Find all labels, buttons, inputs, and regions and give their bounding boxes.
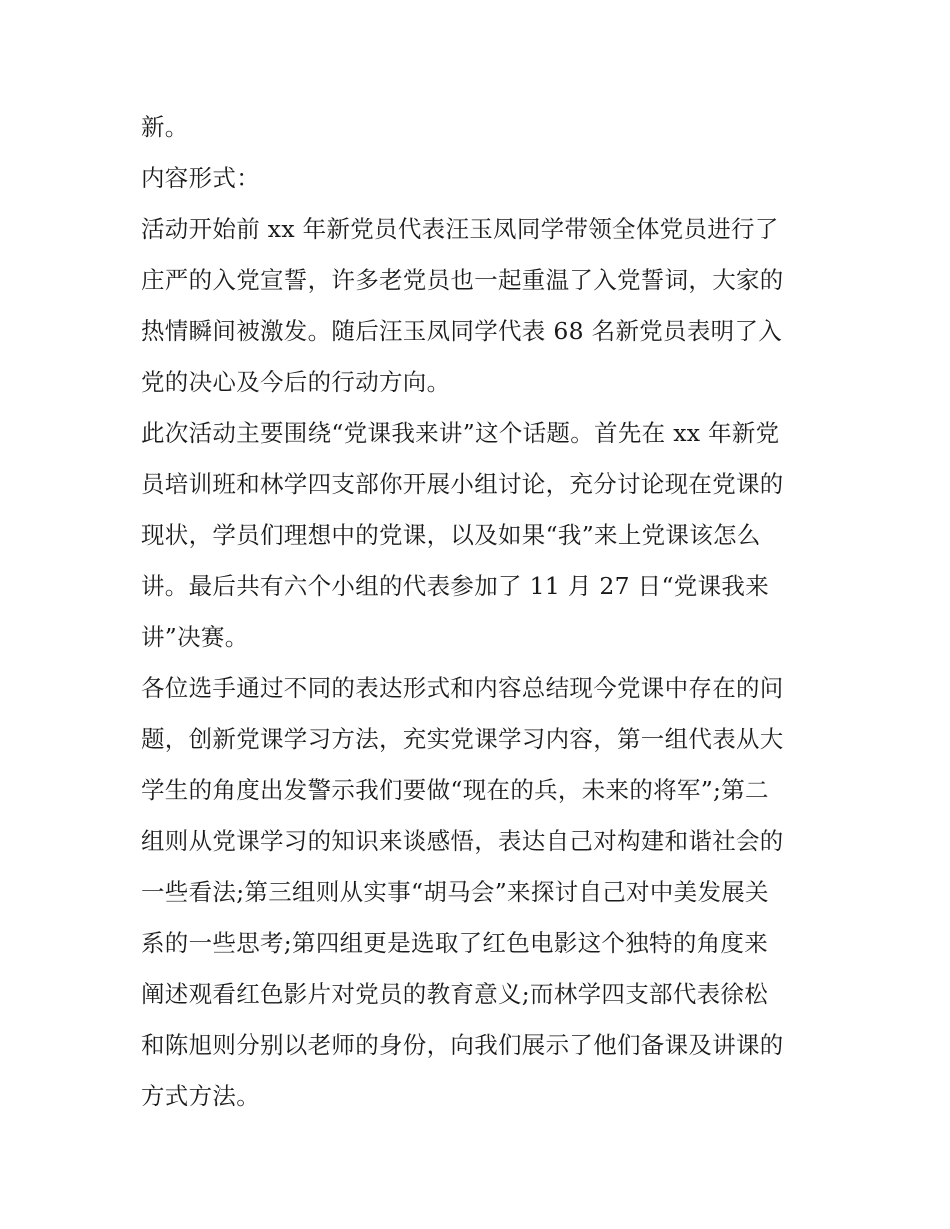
text-line: 热情瞬间被激发。随后汪玉凤同学代表 68 名新党员表明了入	[141, 317, 783, 345]
text-line: 讲”决赛。	[141, 623, 249, 651]
text-line: 一些看法;第三组则从实事“胡马会”来探讨自己对中美发展关	[141, 878, 769, 906]
text-line: 党的决心及今后的行动方向。	[141, 368, 451, 396]
text-line: 各位选手通过不同的表达形式和内容总结现今党课中存在的问	[141, 674, 784, 702]
text-line: 现状，学员们理想中的党课，以及如果“我”来上党课该怎么	[141, 521, 761, 549]
text-line: 系的一些思考;第四组更是选取了红色电影这个独特的角度来	[141, 929, 769, 957]
text-line: 题，创新党课学习方法，充实党课学习内容，第一组代表从大	[141, 725, 784, 753]
section-heading: 内容形式：	[141, 164, 260, 192]
text-line: 此次活动主要围绕“党课我来讲”这个话题。首先在 xx 年新党	[141, 419, 780, 447]
text-line: 学生的角度出发警示我们要做“现在的兵，未来的将军”;第二	[141, 776, 769, 804]
text-line: 新。	[141, 113, 189, 141]
text-line: 组则从党课学习的知识来谈感悟，表达自己对构建和谐社会的	[141, 827, 784, 855]
text-line: 和陈旭则分别以老师的身份，向我们展示了他们备课及讲课的	[141, 1031, 784, 1059]
text-line: 方式方法。	[141, 1082, 260, 1110]
text-line: 活动开始前 xx 年新党员代表汪玉凤同学带领全体党员进行了	[141, 215, 779, 243]
text-line: 讲。最后共有六个小组的代表参加了 11 月 27 日“党课我来	[141, 572, 769, 600]
text-line: 庄严的入党宣誓，许多老党员也一起重温了入党誓词，大家的	[141, 266, 784, 294]
text-line: 阐述观看红色影片对党员的教育意义;而林学四支部代表徐松	[141, 980, 769, 1008]
document-page	[141, 102, 821, 1122]
text-line: 员培训班和林学四支部你开展小组讨论，充分讨论现在党课的	[141, 470, 784, 498]
